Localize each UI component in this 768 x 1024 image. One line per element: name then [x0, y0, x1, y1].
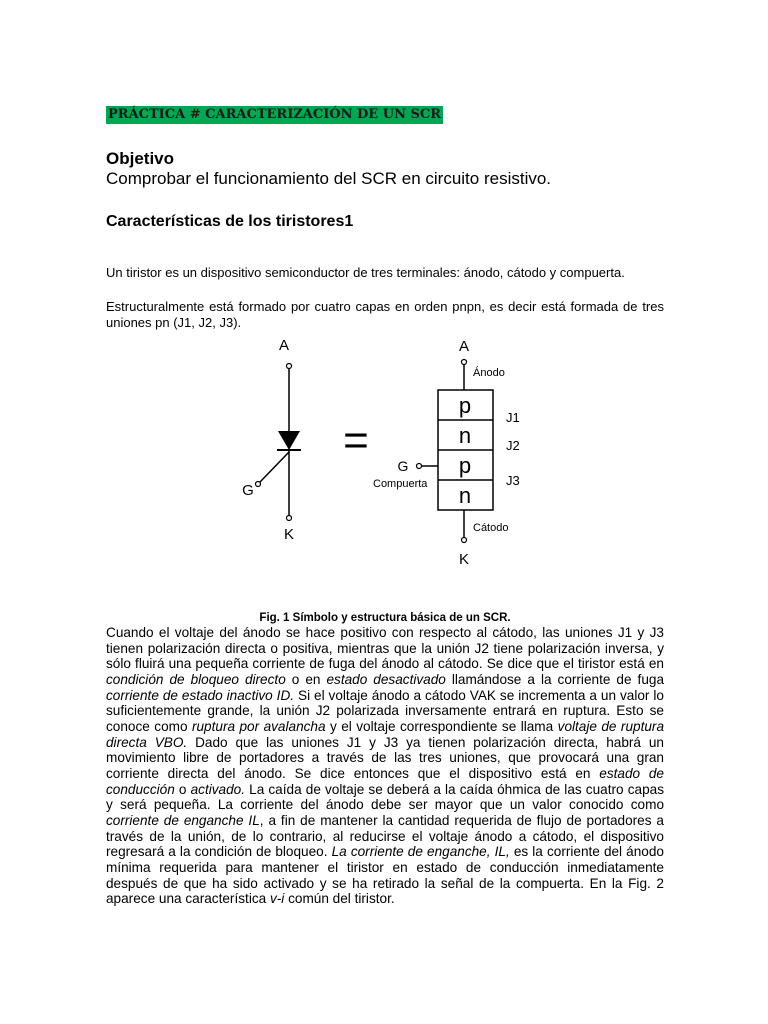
equals-sign: =: [343, 416, 369, 465]
body-italic-term: estado desactivado: [326, 671, 446, 687]
objective-heading: Objetivo: [106, 149, 175, 168]
body-italic-term: corriente de enganche IL: [106, 812, 260, 828]
layer-p1: p: [458, 393, 472, 418]
symbol-cathode-terminal: [287, 516, 292, 521]
symbol-anode-terminal: [287, 364, 292, 369]
symbol-gate-lead: [260, 452, 289, 482]
junction-label-j3: J3: [506, 473, 520, 488]
structure-cathode-terminal: [462, 538, 467, 543]
section-heading: Características de los tiristores1: [106, 213, 354, 230]
structure-anode-terminal: [462, 360, 467, 365]
body-italic-term: v-i: [269, 891, 285, 907]
intro-paragraph: Un tiristor es un dispositivo semiconductor de tres terminales: ánodo, cátodo y compuerta.: [106, 265, 625, 280]
symbol-gate-label: G: [242, 482, 254, 499]
body-italic-term: condición de bloqueo directo: [106, 671, 286, 687]
body-text-run: Si el voltaje ánodo a cátodo VAK se incrementa a un valor lo suficientemente grande, la unión J2 polarizada inversamente entrará en ruptura. Esto se conoce como: [106, 687, 664, 734]
structure-cathode-label: K: [458, 551, 470, 568]
body-text-run: común del tiristor.: [284, 891, 395, 907]
body-text-run: llamándose a la corriente de fuga: [445, 671, 665, 687]
objective-text: Comprobar el funcionamiento del SCR en circuito resistivo.: [106, 169, 552, 188]
body-italic-term: corriente de estado inactivo ID.: [106, 687, 295, 703]
figure-caption: Fig. 1 Símbolo y estructura básica de un SCR.: [259, 612, 511, 624]
body-text-run: o: [174, 781, 191, 797]
symbol-anode-label: A: [278, 337, 290, 354]
structure-gate-text: Compuerta: [373, 478, 428, 490]
body-text-run: es la corriente del ánodo mínima requerida para mantener el tiristor en estado de conducción inmediatamente después de que ha sido activado y se ha retirado la señal de la compuerta. En la Fig. 2 aparece una característica: [106, 844, 664, 907]
body-text-run: Dado que las uniones J1 y J3 ya tienen polarización directa, habrá un movimiento libre de portadores a través de las tres uniones, que provocará una gran corriente directa del ánodo. Se dice entonces que el dispositivo está en: [106, 734, 664, 781]
body-text-run: La caída de voltaje se deberá a la caída óhmica de las cuatro capas y será pequeña. La corriente del ánodo debe ser mayor que un valor conocido como: [106, 781, 664, 813]
body-text-run: y el voltaje correspondiente se llama: [325, 718, 558, 734]
junction-label-j2: J2: [506, 438, 520, 453]
structure-gate-label: G: [397, 458, 409, 474]
scr-figure: [230, 332, 530, 572]
structure-anode-label: A: [458, 338, 470, 355]
junction-label-j1: J1: [506, 410, 520, 425]
body-italic-term: estado de conducción: [106, 765, 664, 797]
body-italic-term: ruptura por avalancha: [191, 718, 326, 734]
body-italic-term: activado.: [190, 781, 246, 797]
symbol-cathode-label: K: [283, 526, 295, 543]
symbol-gate-terminal: [256, 482, 261, 487]
body-paragraph: [106, 625, 664, 907]
layer-p2: p: [458, 453, 472, 478]
thyristor-symbol-triangle: [278, 431, 300, 450]
body-italic-term: La corriente de enganche, IL,: [331, 844, 510, 860]
body-text-run: , a fin de mantener la cantidad requerida de flujo de portadores a través de la unión, de lo contrario, al reducirse el voltaje ánodo a cátodo, el dispositivo regresará a la condición de bloqueo.: [106, 812, 664, 860]
practice-title: PRÁCTICA # CARACTERIZACIÓN DE UN SCR: [108, 107, 442, 122]
layer-n1: n: [458, 423, 472, 448]
layer-n2: n: [458, 483, 472, 508]
structure-paragraph: Estructuralmente está formado por cuatro capas en orden pnpn, es decir está formada de tres uniones pn (J1, J2, J3).: [106, 299, 664, 330]
structure-gate-terminal: [417, 464, 422, 469]
structure-anode-text: Ánodo: [473, 367, 505, 379]
body-text-run: Cuando el voltaje del ánodo se hace positivo con respecto al cátodo, las uniones J1 y J3 tienen polarización directa o positiva, mientras que la unión J2 tiene polarización inversa, y sólo fluirá una pequeña corriente de fuga del ánodo al cátodo. Se dice que el tiristor está en: [106, 625, 664, 672]
body-text-run: o en: [285, 671, 327, 687]
structure-cathode-text: Cátodo: [473, 522, 509, 534]
body-italic-term: voltaje de ruptura directa VBO.: [106, 718, 665, 750]
